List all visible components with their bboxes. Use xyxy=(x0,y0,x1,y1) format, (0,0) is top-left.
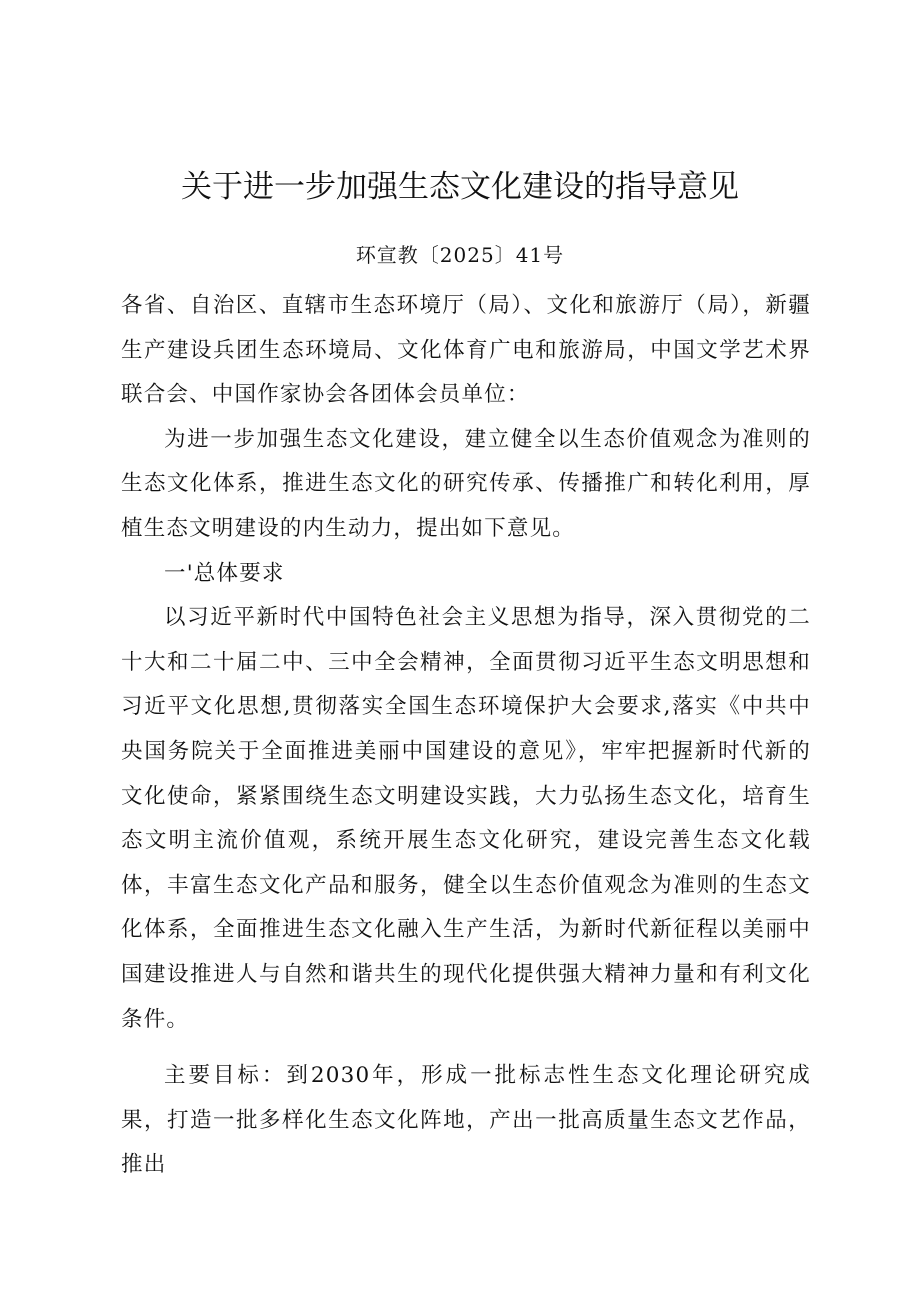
intro-paragraph: 为进一步加强生态文化建设，建立健全以生态价值观念为准则的生态文化体系，推进生态文化的研究传承、传播推广和转化利用，厚植生态文明建设的内生动力，提出如下意见。 xyxy=(121,426,811,541)
goals-paragraph: 主要目标：到2030年，形成一批标志性生态文化理论研究成果，打造一批多样化生态文化阵地，产出一批高质量生态文艺作品，推出 xyxy=(121,1063,811,1178)
addressee-paragraph: 各省、自治区、直辖市生态环境厅（局）、文化和旅游厅（局），新疆生产建设兵团生态环境局、文化体育广电和旅游局，中国文学艺术界联合会、中国作家协会各团体会员单位： xyxy=(121,293,811,408)
document-body xyxy=(121,284,811,1188)
document-title: 关于进一步加强生态文化建设的指导意见 xyxy=(181,169,739,205)
document-number: 环宣教〔2025〕41号 xyxy=(355,243,565,267)
section-body-paragraph: 以习近平新时代中国特色社会主义思想为指导，深入贯彻党的二十大和二十届二中、三中全会精神，全面贯彻习近平生态文明思想和习近平文化思想,贯彻落实全国生态环境保护大会要求,落实《中共中央国务院关于全面推进美丽中国建设的意见》，牢牢把握新时代新的文化使命，紧紧围绕生态文明建设实践，大力弘扬生态文化，培育生态文明主流价值观，系统开展生态文化研究，建设完善生态文化载体，丰富生态文化产品和服务，健全以生态价值观念为准则的生态文化体系，全面推进生态文化融入生产生活，为新时代新征程以美丽中国建设推进人与自然和谐共生的现代化提供强大精神力量和有利文化条件。 xyxy=(121,605,811,1032)
section-heading: 一'总体要求 xyxy=(164,560,285,586)
